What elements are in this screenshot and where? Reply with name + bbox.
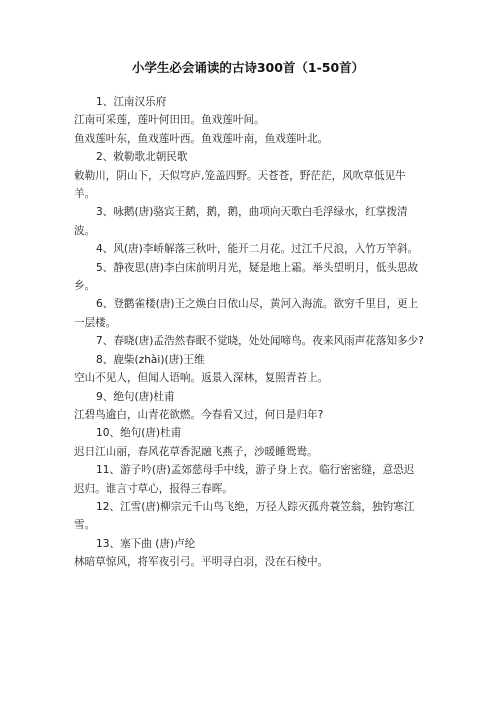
poem-entry: 8、鹿柴(zhài)(唐)王维 bbox=[96, 353, 205, 366]
poem-text-line: 敕勒川，阴山下，天似穹庐,笼盖四野。天苍苍，野茫茫，风吹草低见牛羊。 bbox=[74, 169, 406, 201]
poem-text-line: 江碧鸟逾白，山青花欲燃。今春看又过，何日是归年? bbox=[74, 408, 324, 421]
poem-entry: 4、风(唐)李峤解落三秋叶，能开二月花。过江千尺浪，入竹万竿斜。 bbox=[96, 243, 419, 256]
poem-entry: 10、绝句(唐)杜甫 bbox=[96, 427, 182, 440]
poem-entry: 9、绝句(唐)杜甫 bbox=[96, 390, 175, 403]
document-title: 小学生必会诵读的古诗300首（1-50首） bbox=[131, 60, 365, 75]
poem-entry: 7、春晓(唐)孟浩然春眠不觉晓，处处闻啼鸟。夜来风雨声花落知多少? bbox=[96, 335, 424, 348]
poem-text-line: 迟日江山丽，春风花草香泥融飞燕子，沙暖睡鸳鸯。 bbox=[74, 445, 318, 458]
poem-entry: 13、塞下曲 (唐)卢纶 bbox=[96, 537, 196, 550]
poem-entry: 3、咏鹅(唐)骆宾王鹅，鹅，鹅，曲项向天歌白毛浮绿水，红掌拨清波。 bbox=[74, 206, 408, 237]
poem-list bbox=[74, 93, 424, 572]
poem-entry: 1、江南汉乐府 bbox=[96, 96, 167, 108]
poem-text-line: 江南可采莲，莲叶何田田。鱼戏莲叶间。 bbox=[74, 114, 265, 127]
poem-entry: 2、敕勒歌北朝民歌 bbox=[96, 151, 188, 164]
poem-text-line: 林暗草惊风，将军夜引弓。平明寻白羽，没在石棱中。 bbox=[74, 556, 329, 569]
poem-entry: 12、江雪(唐)柳宗元千山鸟飞绝，万径人踪灭孤舟蓑笠翁，独钓寒江雪。 bbox=[74, 500, 415, 532]
poem-entry: 5、静夜思(唐)李白床前明月光，疑是地上霜。举头望明月，低头思故乡。 bbox=[74, 261, 419, 293]
poem-text-line: 空山不见人，但闻人语响。返景入深林，复照青苔上。 bbox=[74, 372, 329, 385]
poem-text-line: 鱼戏莲叶东，鱼戏莲叶西。鱼戏莲叶南，鱼戏莲叶北。 bbox=[74, 132, 329, 145]
poem-entry: 11、游子吟(唐)孟郊慈母手中线，游子身上衣。临行密密缝，意恐迟迟归。谁言寸草心，报得三春晖。 bbox=[74, 464, 415, 495]
poem-entry: 6、登鹳雀楼(唐)王之焕白日依山尽，黄河入海流。欲穷千里目，更上一层楼。 bbox=[74, 298, 419, 329]
